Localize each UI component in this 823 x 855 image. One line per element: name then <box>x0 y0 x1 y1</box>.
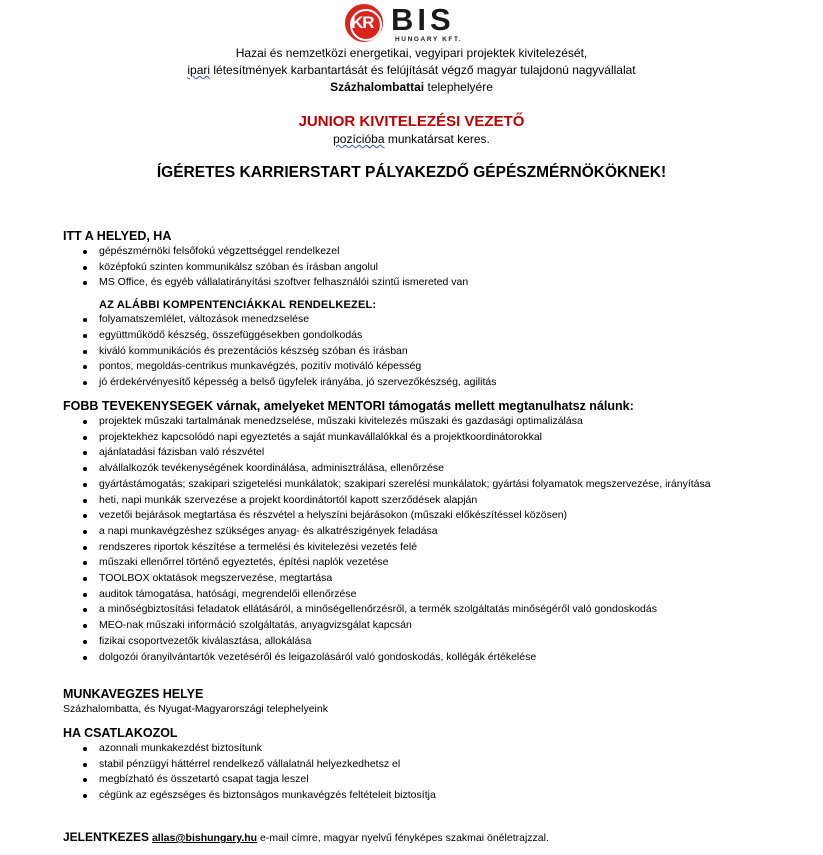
competencies-list <box>63 312 763 391</box>
intro-line-3: Százhalombattai telephelyére <box>330 80 493 94</box>
list-item: folyamatszemlélet, változások menedzselése <box>99 312 763 328</box>
section-title: FOBB TEVEKENYSEGEK várnak, amelyeket MENTORI támogatás mellett megtanulhatsz nálunk: <box>63 399 634 413</box>
logo-subtitle: HUNGARY KFT. <box>395 36 463 43</box>
list-item: MS Office, és egyéb vállalatirányítási szoftver felhasználói szintű ismereted van <box>99 275 763 291</box>
application-info: JELENTKEZES allas@bishungary.hu e-mail címre, magyar nyelvű fényképes szakmai önéletrajzzal. <box>63 830 549 844</box>
list-item: rendszeres riportok készítése a termelési és kivitelezési vezetés felé <box>99 540 763 556</box>
list-item: középfokú szinten kommunikálsz szóban és írásban angolul <box>99 260 763 276</box>
logo-name: BIS <box>391 2 455 37</box>
tasks-list <box>63 414 763 665</box>
intro-line-1: Hazai és nemzetközi energetikai, vegyipari projektek kivitelezését, <box>235 46 588 60</box>
list-item: vezetői bejárások megtartása és részvétel a helyszíni bejárásokon (műszaki előkészítéssel közösen) <box>99 508 763 524</box>
list-item: fizikai csoportvezetők kiválasztása, allokálása <box>99 634 763 650</box>
section-workplace <box>63 686 763 716</box>
list-item: TOOLBOX oktatások megszervezése, megtartása <box>99 571 763 587</box>
section-benefits <box>63 725 763 804</box>
list-item: azonnali munkakezdést biztosítunk <box>99 741 763 757</box>
headline: ÍGÉRETES KARRIERSTART PÁLYAKEZDŐ GÉPÉSZMÉRNÖKÖKNEK! <box>156 164 667 181</box>
section-title: HA CSATLAKOZOL <box>63 726 178 740</box>
list-item: gépészmérnöki felsőfokú végzettséggel rendelkezel <box>99 244 763 260</box>
section-title: MUNKAVEGZES HELYE <box>63 687 204 701</box>
list-item: projektekhez kapcsolódó napi egyeztetés a saját munkavállalókkal és a projektkoordinátorokkal <box>99 430 763 446</box>
list-item: jó érdekérvényesítő képesség a belső ügyfelek irányába, jó szervezőkészség, agilitás <box>99 375 763 391</box>
logo-emblem-icon <box>345 4 383 42</box>
list-item: cégünk az egészséges és biztonságos munkavégzés feltételeit biztosítja <box>99 788 763 804</box>
email-link[interactable]: allas@bishungary.hu <box>151 832 258 844</box>
benefits-list <box>63 741 763 804</box>
section-title: ITT A HELYED, HA <box>63 229 172 243</box>
list-item: auditok támogatása, hatósági, megrendelői ellenőrzése <box>99 587 763 603</box>
list-item: dolgozói óranyilvántartók vezetéséről és leigazolásáról való gondoskodás, kollégák értékelése <box>99 650 763 666</box>
requirements-list <box>63 244 763 291</box>
company-logo <box>345 4 485 46</box>
section-requirements <box>63 228 763 391</box>
logo-symbol: KR <box>351 13 374 32</box>
list-item: megbízható és összetartó csapat tagja leszel <box>99 772 763 788</box>
position-line: pozícióba munkatársat keres. <box>333 132 490 146</box>
workplace-text: Százhalombatta, és Nyugat-Magyarországi telephelyeink <box>63 703 328 715</box>
list-item: gyártástámogatás; szakipari szigetelési munkálatok; szakipari szerelési munkálatok; gyártási folyamatok megszervezése, irányítása <box>99 477 763 493</box>
list-item: a minőségbiztosítási feladatok ellátásáról, a minőségellenőrzésről, a termék szolgáltatás minőségéről való gondoskodás <box>99 602 763 618</box>
list-item: ajánlatadási fázisban való részvétel <box>99 445 763 461</box>
list-item: MEO-nak műszaki információ szolgáltatás, anyagvizsgálat kapcsán <box>99 618 763 634</box>
list-item: stabil pénzügyi háttérrel rendelkező vállalatnál helyezkedhetsz el <box>99 757 763 773</box>
job-title: JUNIOR KIVITELEZÉSI VEZETŐ <box>298 113 525 130</box>
list-item: a napi munkavégzéshez szükséges anyag- és alkatrészigények feladása <box>99 524 763 540</box>
list-item: pontos, megoldás-centrikus munkavégzés, pozitív motiváló képesség <box>99 359 763 375</box>
intro-line-2: ipari létesítmények karbantartását és felújítását végző magyar tulajdonú nagyvállalat <box>187 63 636 77</box>
list-item: műszaki ellenőrrel történő egyeztetés, építési naplók vezetése <box>99 555 763 571</box>
competencies-title: AZ ALÁBBI KOMPENTENCIÁKKAL RENDELKEZEL: <box>99 299 377 312</box>
list-item: projektek műszaki tartalmának menedzselése, műszaki kivitelezés műszaki és gazdasági optimalizálása <box>99 414 763 430</box>
section-tasks <box>63 398 763 665</box>
list-item: heti, napi munkák szervezése a projekt koordinátortól kapott szerződések alapján <box>99 493 763 509</box>
list-item: együttműködő készség, összefüggésekben gondolkodás <box>99 328 763 344</box>
list-item: alvállalkozók tevékenységének koordinálása, adminisztrálása, ellenőrzése <box>99 461 763 477</box>
list-item: kiváló kommunikációs és prezentációs készség szóban és írásban <box>99 344 763 360</box>
